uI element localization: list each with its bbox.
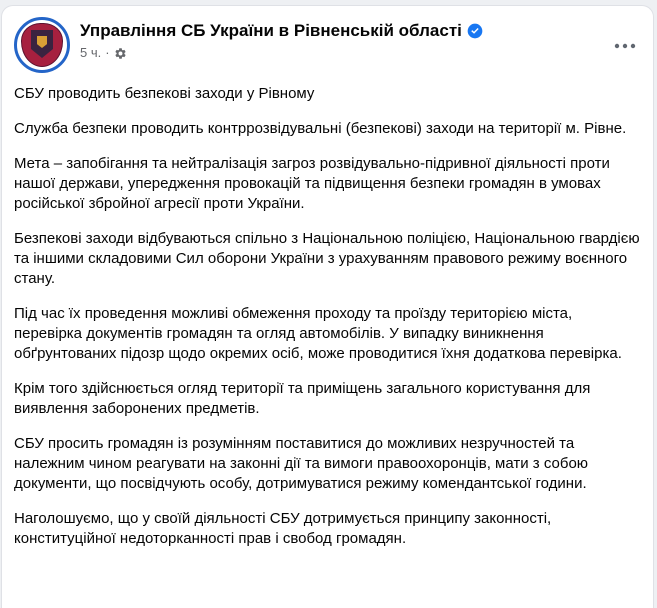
facebook-post-card (1, 5, 654, 608)
post-timestamp[interactable]: 5 ч. (80, 45, 102, 60)
page-avatar[interactable] (14, 17, 70, 73)
post-paragraph: Мета – запобігання та нейтралізація загроз розвідувально-підривної діяльності проти нашої держави, упередження провокацій та підвищення безпеки громадян в умовах російської збройної агресії проти України. (14, 155, 610, 212)
post-paragraph: СБУ проводить безпекові заходи у Рівному (14, 85, 315, 102)
more-options-button[interactable] (607, 28, 643, 64)
verified-badge-icon (467, 23, 483, 39)
meta-separator: · (105, 45, 110, 60)
post-paragraph: Наголошуємо, що у своїй діяльності СБУ дотримується принципу законності, конституційної недоторканності прав і свобод громадян. (14, 510, 552, 547)
post-paragraph: Крім того здійснюється огляд території та приміщень загального користування для виявлення заборонених предметів. (14, 380, 591, 417)
post-paragraph: Безпекові заходи відбуваються спільно з Національною поліцією, Національною гвардією та іншими складовими Сил оборони України з урахуванням правового режиму воєнного стану. (14, 230, 640, 287)
page-name-link[interactable]: Управління СБ України в Рівненській області (80, 21, 462, 40)
horizontal-ellipsis-icon (614, 43, 636, 49)
post-paragraph: СБУ просить громадян із розумінням поставитися до можливих незручностей та належним чином реагувати на законні дії та вимоги правоохоронців, мати з собою документи, що посвідчують особу, дотримуватися режиму комендантської години. (14, 435, 589, 492)
post-header (14, 17, 641, 73)
gear-icon (114, 47, 127, 60)
post-meta-row (80, 45, 483, 61)
post-body (14, 84, 641, 549)
header-text (80, 17, 483, 61)
sbu-emblem-icon (21, 23, 63, 67)
page-name-row (80, 20, 483, 42)
post-paragraph: Під час їх проведення можливі обмеження проходу та проїзду територією міста, перевірка документів громадян та огляд автомобілів. У випадку виникнення обґрунтованих підозр щодо окремих осіб, може проводитися їхня додаткова перевірка. (14, 305, 622, 362)
post-paragraph: Служба безпеки проводить контррозвідувальні (безпекові) заходи на території м. Рівне. (14, 120, 627, 137)
